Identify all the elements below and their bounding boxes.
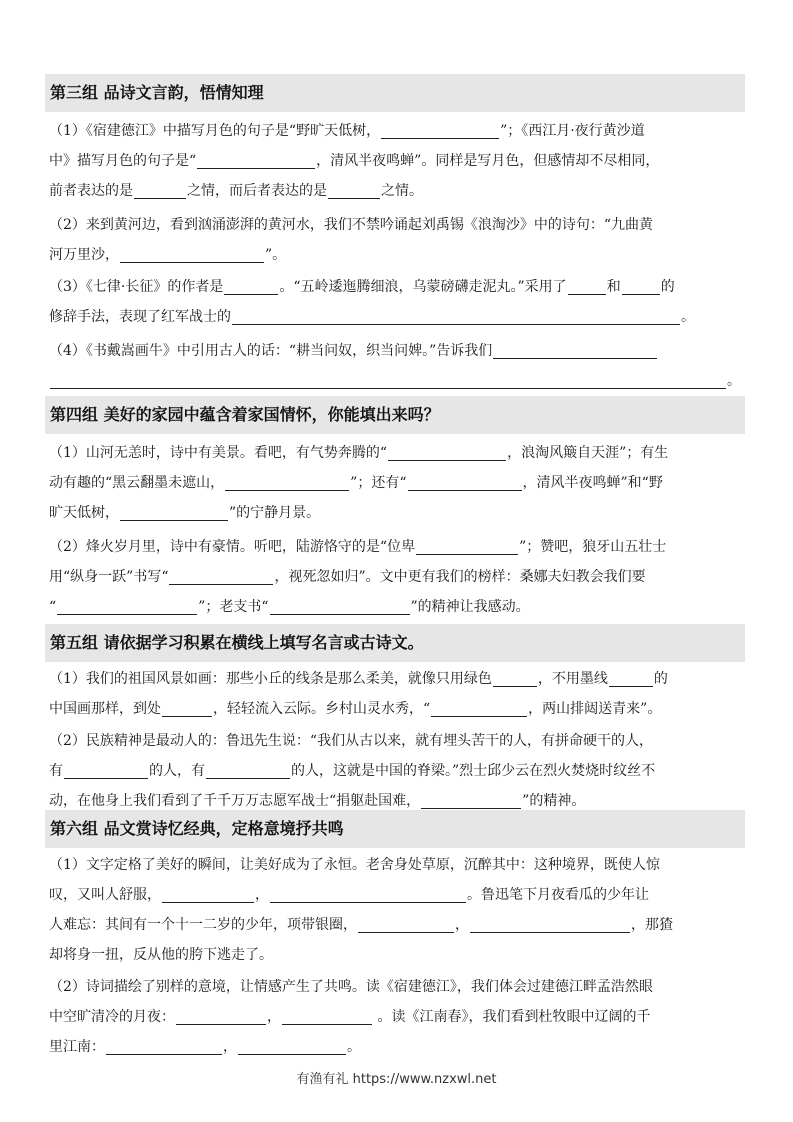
answer-blank[interactable] [421,790,521,809]
answer-blank[interactable] [162,698,212,717]
answer-blank[interactable] [493,668,537,687]
g6-q1-line2: 叹，又叫人舒服， ， 。鲁迅笔下月夜看瓜的少年让 [49,880,749,910]
g3-q3-line1: （3）《七律·长征》的作者是 。“五岭逶迤腾细浪，乌蒙磅礴走泥丸。”采用了 和 的 [49,272,749,302]
answer-blank[interactable] [238,1036,346,1055]
g5-q1-line1: （1）我们的祖国风景如画：那些小丘的线条是那么柔美，就像只用绿色 ，不用墨线 的 [49,664,749,694]
answer-blank[interactable] [431,698,527,717]
answer-blank[interactable] [270,596,410,615]
answer-blank[interactable] [134,180,186,199]
g4-q2-line2: 用“纵身一跃”书写“ ，视死忽如归”。文中更有我们的榜样：桑娜夫妇教会我们要 [49,562,749,592]
g6-q2-line1: （2）诗词描绘了别样的意境，让情感产生了共鸣。读《宿建德江》，我们体会过建德江畔孟浩然眼 [49,979,653,995]
answer-blank[interactable] [609,668,653,687]
answer-blank[interactable] [470,914,630,933]
answer-blank[interactable] [169,566,273,585]
section-heading-group-5: 第五组 请依据学习积累在横线上填写名言或古诗文。 [45,624,745,662]
answer-blank[interactable] [64,760,148,779]
footer-watermark: 有渔有礼 https://www.nzxwl.net [296,1072,497,1087]
section-heading-group-3: 第三组 品诗文言韵，悟情知理 [45,74,745,112]
g6-q1-line3: 人难忘：其间有一个十一二岁的少年，项带银圈， ， ，那猹 [49,910,749,940]
answer-blank[interactable] [408,472,522,491]
answer-blank[interactable] [106,1036,222,1055]
section-heading-group-4: 第四组 美好的家园中蕴含着家国情怀，你能填出来吗？ [45,396,745,434]
answer-blank[interactable] [197,150,315,169]
answer-blank[interactable] [416,536,518,555]
g3-q4-line1: （4）《书戴嵩画牛》中引用古人的话：“耕当问奴，织当问婢。”告诉我们 [49,336,749,366]
g6-q2-line2: 中空旷清冷的月夜： ， 。读《江南春》，我们看到杜牧眼中辽阔的千 [49,1002,749,1032]
g4-q2-line3: “ ”；老支书“ ”的精神让我感动。 [49,592,749,622]
g4-q1-line2: 动有趣的“黑云翻墨未遮山， ”；还有“ ，清风半夜鸣蝉”和“野 [49,468,749,498]
g3-q2-line2: 河万里沙， ”。 [49,240,749,270]
answer-blank[interactable] [176,1006,266,1025]
answer-blank[interactable] [381,120,499,139]
g4-q2-line1: （2）烽火岁月里，诗中有豪情。听吧，陆游恪守的是“位卑 ”；赞吧，狼牙山五壮士 [49,532,749,562]
g6-q1-line4: 却将身一扭，反从他的胯下逃走了。 [49,947,273,963]
g3-q1-line2: 中》描写月色的句子是“ ，清风半夜鸣蝉”。同样是写月色，但感情却不尽相同， [49,146,749,176]
answer-blank[interactable] [568,276,606,295]
answer-blank[interactable] [388,442,506,461]
g5-q2-line3: 动，在他身上我们看到了千千万万志愿军战士“捐躯赴国难， ”的精神。 [49,786,749,816]
answer-blank[interactable] [57,596,197,615]
section-heading-group-6: 第六组 品文赏诗忆经典，定格意境抒共鸣 [45,810,745,848]
answer-blank[interactable] [270,884,466,903]
answer-blank[interactable] [493,340,657,359]
answer-blank[interactable] [206,760,290,779]
g5-q2-line2: 有 的人，有 的人，这就是中国的脊梁。”烈士邱少云在烈火焚烧时纹丝不 [49,756,749,786]
g4-q1-line1: （1）山河无恙时，诗中有美景。看吧，有气势奔腾的“ ，浪淘风簸自天涯”；有生 [49,438,749,468]
answer-blank[interactable] [232,306,680,325]
g3-q4-line2: 。 [49,366,749,396]
answer-blank[interactable] [224,276,278,295]
answer-blank[interactable] [622,276,660,295]
g6-q1-line1: （1）文字定格了美好的瞬间，让美好成为了永恒。老舍身处草原，沉醉其中：这种境界，既使人惊 [49,857,660,873]
answer-blank[interactable] [358,914,454,933]
answer-blank[interactable] [50,370,726,389]
g5-q1-line2: 中国画那样，到处 ，轻轻流入云际。乡村山灵水秀，“ ，两山排闼送青来”。 [49,694,749,724]
g5-q2-line1: （2）民族精神是最动人的：鲁迅先生说：“我们从古以来，就有埋头苦干的人，有拼命硬干的人， [49,733,654,749]
g3-q2-line1: （2）来到黄河边，看到汹涌澎湃的黄河水，我们不禁吟诵起刘禹锡《浪淘沙》中的诗句：“九曲黄 [49,217,654,233]
answer-blank[interactable] [120,244,264,263]
g6-q2-line3: 里江南： ， 。 [49,1032,749,1062]
answer-blank[interactable] [120,502,228,521]
answer-blank[interactable] [282,1006,372,1025]
answer-blank[interactable] [225,472,349,491]
g4-q1-line3: 旷天低树， ”的宁静月景。 [49,498,749,528]
g3-q1-line3: 前者表达的是 之情，而后者表达的是 之情。 [49,176,749,206]
g3-q1-line1: （1）《宿建德江》中描写月色的句子是“野旷天低树， ”；《西江月·夜行黄沙道 [49,116,749,146]
answer-blank[interactable] [162,884,254,903]
answer-blank[interactable] [328,180,380,199]
g3-q3-line2: 修辞手法，表现了红军战士的 。 [49,302,749,332]
